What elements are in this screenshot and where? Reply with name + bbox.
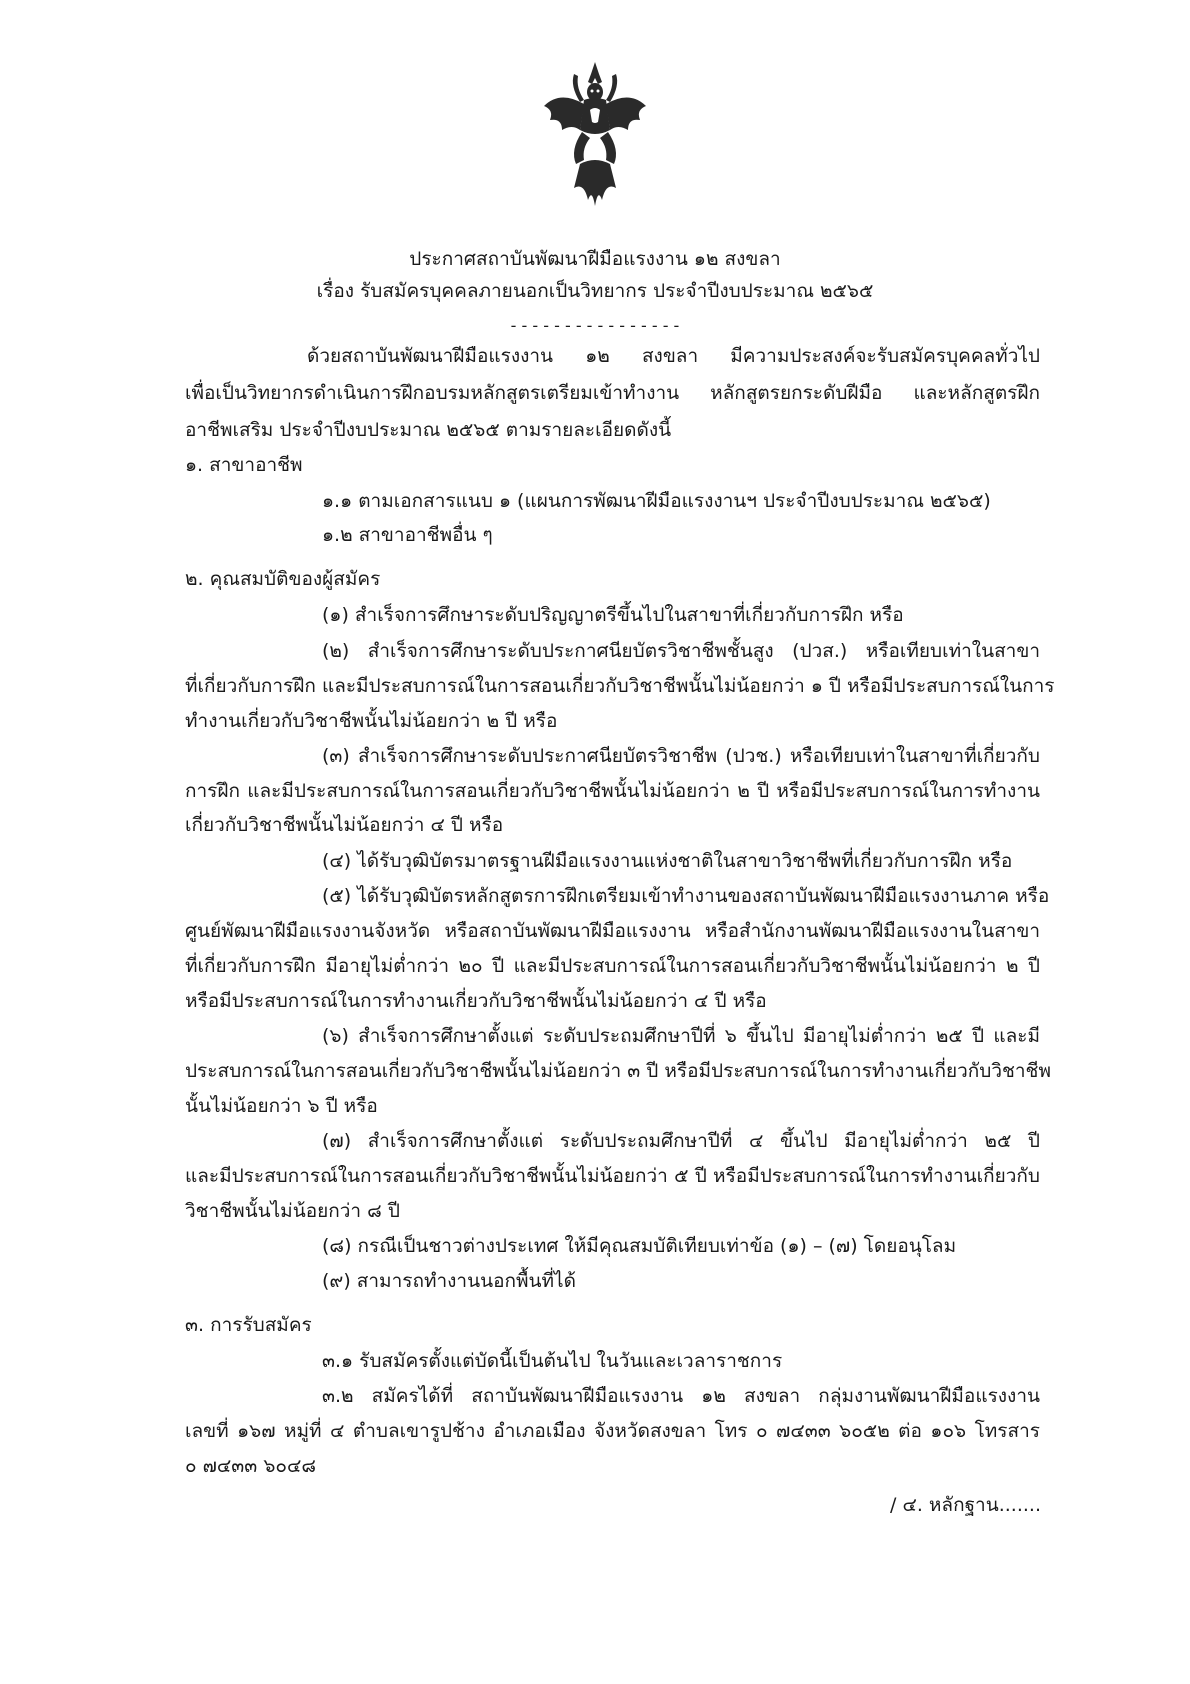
qualification-3-line-2: การฝึก และมีประสบการณ์ในการสอนเกี่ยวกับวิชาชีพนั้นไม่น้อยกว่า ๒ ปี หรือมีประสบการณ์ในการทำงาน [185,780,1040,802]
qualification-8: (๘) กรณีเป็นชาวต่างประเทศ ให้มีคุณสมบัติเทียบเท่าข้อ (๑) – (๗) โดยอนุโลม [322,1235,957,1257]
intro-line-2: เพื่อเป็นวิทยากรดำเนินการฝึกอบรมหลักสูตรเตรียมเข้าทำงาน หลักสูตรยกระดับฝีมือ และหลักสูตรฝึก [185,382,1040,404]
announcement-title: ประกาศสถาบันพัฒนาฝีมือแรงงาน ๑๒ สงขลา [409,248,781,270]
qualification-5-line-1: (๕) ได้รับวุฒิบัตรหลักสูตรการฝึกเตรียมเข้าทำงานของสถาบันพัฒนาฝีมือแรงงานภาค หรือ [322,885,1050,907]
header-divider: - - - - - - - - - - - - - - - - [510,316,680,335]
section-2-heading: ๒. คุณสมบัติของผู้สมัคร [185,568,381,590]
section-1-heading: ๑. สาขาอาชีพ [185,454,303,476]
qualification-9: (๙) สามารถทำงานนอกพื้นที่ได้ [322,1270,576,1292]
qualification-7-line-1: (๗) สำเร็จการศึกษาตั้งแต่ ระดับประถมศึกษาปีที่ ๔ ขึ้นไป มีอายุไม่ต่ำกว่า ๒๕ ปี [322,1130,1040,1152]
section-3-item-2-line-1: ๓.๒ สมัครได้ที่ สถาบันพัฒนาฝีมือแรงงาน ๑๒ สงขลา กลุ่มงานพัฒนาฝีมือแรงงาน [322,1385,1040,1407]
section-3-item-2-line-3: ๐ ๗๔๓๓ ๖๐๔๘ [185,1455,317,1477]
qualification-6-line-1: (๖) สำเร็จการศึกษาตั้งแต่ ระดับประถมศึกษาปีที่ ๖ ขึ้นไป มีอายุไม่ต่ำกว่า ๒๕ ปี และมี [322,1025,1040,1047]
qualification-1: (๑) สำเร็จการศึกษาระดับปริญญาตรีขึ้นไปในสาขาที่เกี่ยวกับการฝึก หรือ [322,604,904,626]
qualification-3-line-3: เกี่ยวกับวิชาชีพนั้นไม่น้อยกว่า ๔ ปี หรือ [185,814,504,836]
continuation-marker: / ๔. หลักฐาน....... [890,1494,1041,1516]
intro-line-1: ด้วยสถาบันพัฒนาฝีมือแรงงาน ๑๒ สงขลา มีความประสงค์จะรับสมัครบุคคลทั่วไป [307,345,1040,367]
qualification-6-line-2: ประสบการณ์ในการสอนเกี่ยวกับวิชาชีพนั้นไม่น้อยกว่า ๓ ปี หรือมีประสบการณ์ในการทำงานเกี่ยวกับวิชาชีพ [185,1060,1051,1082]
qualification-7-line-2: และมีประสบการณ์ในการสอนเกี่ยวกับวิชาชีพนั้นไม่น้อยกว่า ๕ ปี หรือมีประสบการณ์ในการทำงานเกี่ยวกับ [185,1165,1040,1187]
section-3-item-1: ๓.๑ รับสมัครตั้งแต่บัดนี้เป็นต้นไป ในวันและเวลาราชการ [322,1350,783,1372]
section-1-item-2: ๑.๒ สาขาอาชีพอื่น ๆ [322,524,493,546]
announcement-subject: เรื่อง รับสมัครบุคคลภายนอกเป็นวิทยากร ประจำปีงบประมาณ ๒๕๖๕ [316,280,874,302]
qualification-2-line-1: (๒) สำเร็จการศึกษาระดับประกาศนียบัตรวิชาชีพชั้นสูง (ปวส.) หรือเทียบเท่าในสาขา [322,640,1040,662]
qualification-7-line-3: วิชาชีพนั้นไม่น้อยกว่า ๘ ปี [185,1200,400,1222]
qualification-5-line-4: หรือมีประสบการณ์ในการทำงานเกี่ยวกับวิชาชีพนั้นไม่น้อยกว่า ๔ ปี หรือ [185,990,767,1012]
qualification-4: (๔) ได้รับวุฒิบัตรมาตรฐานฝีมือแรงงานแห่งชาติในสาขาวิชาชีพที่เกี่ยวกับการฝึก หรือ [322,850,1013,872]
section-3-item-2-line-2: เลขที่ ๑๖๗ หมู่ที่ ๔ ตำบลเขารูปช้าง อำเภอเมือง จังหวัดสงขลา โทร ๐ ๗๔๓๓ ๖๐๕๒ ต่อ ๑๐๖ โทรสาร [185,1420,1040,1442]
qualification-5-line-3: ที่เกี่ยวกับการฝึก มีอายุไม่ต่ำกว่า ๒๐ ปี และมีประสบการณ์ในการสอนเกี่ยวกับวิชาชีพนั้นไม่น้อยกว่า ๒ ปี [185,955,1040,977]
section-3-heading: ๓. การรับสมัคร [185,1314,312,1336]
garuda-emblem-icon [540,60,650,210]
qualification-6-line-3: นั้นไม่น้อยกว่า ๖ ปี หรือ [185,1095,378,1117]
qualification-2-line-3: ทำงานเกี่ยวกับวิชาชีพนั้นไม่น้อยกว่า ๒ ปี หรือ [185,710,558,732]
section-1-item-1: ๑.๑ ตามเอกสารแนบ ๑ (แผนการพัฒนาฝีมือแรงงานฯ ประจำปีงบประมาณ ๒๕๖๕) [322,490,991,512]
qualification-3-line-1: (๓) สำเร็จการศึกษาระดับประกาศนียบัตรวิชาชีพ (ปวช.) หรือเทียบเท่าในสาขาที่เกี่ยวกับ [322,745,1040,767]
qualification-2-line-2: ที่เกี่ยวกับการฝึก และมีประสบการณ์ในการสอนเกี่ยวกับวิชาชีพนั้นไม่น้อยกว่า ๑ ปี หรือมีประสบการณ์ในการ [185,675,1055,697]
qualification-5-line-2: ศูนย์พัฒนาฝีมือแรงงานจังหวัด หรือสถาบันพัฒนาฝีมือแรงงาน หรือสำนักงานพัฒนาฝีมือแรงงานในสาขา [185,920,1040,942]
intro-line-3: อาชีพเสริม ประจำปีงบประมาณ ๒๕๖๕ ตามรายละเอียดดังนี้ [185,419,672,441]
